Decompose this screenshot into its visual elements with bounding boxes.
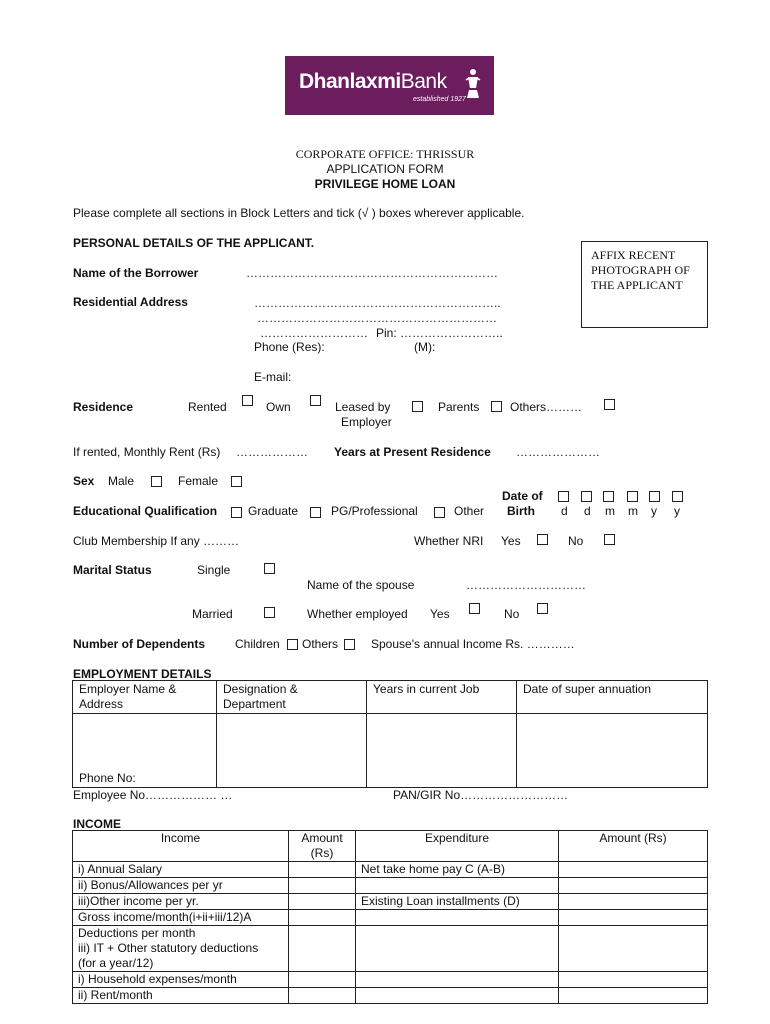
- dependents-label: Number of Dependents: [73, 637, 206, 651]
- table-row: [73, 862, 708, 878]
- edu-pg-checkbox[interactable]: [310, 507, 321, 518]
- loan-title: PRIVILEGE HOME LOAN: [314, 177, 456, 191]
- bank-logo: [285, 56, 494, 115]
- income-amount-cell[interactable]: [289, 910, 356, 926]
- dob-char: d: [561, 504, 568, 518]
- employment-table: [72, 680, 708, 788]
- residence-parents-checkbox[interactable]: [491, 401, 502, 412]
- income-col-expenditure: Expenditure: [356, 831, 559, 862]
- rent-label: If rented, Monthly Rent (Rs): [73, 445, 221, 459]
- residence-label: Residence: [73, 400, 134, 414]
- address-line-2[interactable]: ……………………………………………………: [257, 311, 497, 325]
- employment-col-years: Years in current Job: [367, 681, 517, 714]
- dob-box[interactable]: [558, 491, 569, 502]
- residence-others-label: Others………: [510, 400, 583, 414]
- expenditure-label: Existing Loan installments (D): [356, 894, 559, 910]
- edu-pg-label: PG/Professional: [331, 504, 418, 518]
- form-title: APPLICATION FORM: [326, 162, 444, 176]
- spouse-employed-no-checkbox[interactable]: [537, 603, 548, 614]
- personal-heading: PERSONAL DETAILS OF THE APPLICANT.: [73, 236, 315, 250]
- dependents-children-checkbox[interactable]: [287, 639, 298, 650]
- residence-others-checkbox[interactable]: [604, 399, 615, 410]
- residence-rented-checkbox[interactable]: [242, 395, 253, 406]
- pan-field[interactable]: PAN/GIR No………………………: [393, 788, 569, 802]
- income-col-amount: Amount (Rs): [289, 831, 356, 862]
- photo-line: THE APPLICANT: [591, 278, 683, 292]
- photo-line: PHOTOGRAPH OF: [591, 263, 690, 277]
- income-label: i) Household expenses/month: [73, 972, 289, 988]
- dob-char: y: [674, 504, 680, 518]
- sex-male-checkbox[interactable]: [151, 476, 162, 487]
- dob-char: y: [651, 504, 657, 518]
- marital-married-label: Married: [192, 607, 233, 621]
- phone-res-label: Phone (Res):: [254, 340, 325, 354]
- income-amount-cell[interactable]: [289, 972, 356, 988]
- phone-m-label: (M):: [414, 340, 436, 354]
- lakshmi-emblem-icon: [465, 68, 481, 100]
- employee-no-field[interactable]: Employee No……………… …: [73, 788, 233, 802]
- spouse-income-field[interactable]: Spouse's annual Income Rs. …………: [371, 637, 575, 651]
- dependents-others-label: Others: [302, 637, 339, 651]
- dob-box[interactable]: [627, 491, 638, 502]
- expenditure-label: [356, 910, 559, 926]
- club-membership-field[interactable]: Club Membership If any ………: [73, 534, 240, 548]
- sex-female-label: Female: [178, 474, 219, 488]
- photo-line: AFFIX RECENT: [591, 248, 676, 262]
- table-row: [73, 926, 708, 972]
- table-row: [73, 910, 708, 926]
- edu-graduate-checkbox[interactable]: [231, 507, 242, 518]
- logo-established: established 1927: [413, 96, 466, 103]
- nri-no-label: No: [568, 534, 584, 548]
- dob-char: d: [584, 504, 591, 518]
- income-amount-cell[interactable]: [289, 862, 356, 878]
- dob-label-2: Birth: [507, 504, 535, 518]
- income-amount-cell[interactable]: [289, 878, 356, 894]
- residence-parents-label: Parents: [438, 400, 480, 414]
- table-row: [73, 988, 708, 1004]
- rent-field[interactable]: ………………: [236, 445, 308, 459]
- dob-box[interactable]: [581, 491, 592, 502]
- expenditure-amount-cell[interactable]: [559, 894, 708, 910]
- sex-male-label: Male: [108, 474, 135, 488]
- office-title: CORPORATE OFFICE: THRISSUR: [295, 147, 475, 161]
- spouse-name-field[interactable]: …………………………: [466, 578, 586, 592]
- marital-label: Marital Status: [73, 563, 152, 577]
- years-job-cell[interactable]: [367, 714, 517, 788]
- sex-label: Sex: [73, 474, 95, 488]
- spouse-employed-yes-label: Yes: [430, 607, 450, 621]
- dependents-children-label: Children: [235, 637, 280, 651]
- income-label: ii) Bonus/Allowances per yr: [73, 878, 289, 894]
- employer-phone-label: Phone No:: [79, 771, 136, 785]
- income-table: [72, 830, 708, 1004]
- table-row: [73, 972, 708, 988]
- table-row: [73, 878, 708, 894]
- address-line-1[interactable]: ……………………………………………………..: [254, 296, 501, 310]
- residence-leased-label-2: Employer: [341, 415, 392, 429]
- expenditure-label: [356, 988, 559, 1004]
- residence-own-checkbox[interactable]: [310, 395, 321, 406]
- dependents-others-checkbox[interactable]: [344, 639, 355, 650]
- pin-field[interactable]: Pin: ……………………..: [376, 326, 503, 340]
- nri-no-checkbox[interactable]: [604, 534, 615, 545]
- employment-col-superannuation: Date of super annuation: [517, 681, 708, 714]
- instructions: Please complete all sections in Block Letters and tick (√ ) boxes wherever applicable.: [73, 206, 525, 220]
- expenditure-label: [356, 926, 559, 972]
- income-col-income: Income: [73, 831, 289, 862]
- years-residence-field[interactable]: …………………: [516, 445, 600, 459]
- spouse-employed-label: Whether employed: [307, 607, 408, 621]
- expenditure-label: [356, 972, 559, 988]
- superannuation-cell[interactable]: [517, 714, 708, 788]
- dob-char: m: [628, 504, 638, 518]
- edu-other-checkbox[interactable]: [434, 507, 445, 518]
- expenditure-amount-cell[interactable]: [559, 862, 708, 878]
- spouse-name-label: Name of the spouse: [307, 578, 415, 592]
- sex-female-checkbox[interactable]: [231, 476, 242, 487]
- expenditure-label: [356, 878, 559, 894]
- income-label: ii) Rent/month: [73, 988, 289, 1004]
- residence-leased-checkbox[interactable]: [412, 401, 423, 412]
- marital-single-label: Single: [197, 563, 231, 577]
- expenditure-amount-cell[interactable]: [559, 878, 708, 894]
- nri-label: Whether NRI: [414, 534, 484, 548]
- employment-col-employer: Employer Name & Address: [73, 681, 217, 714]
- spouse-employed-yes-checkbox[interactable]: [469, 603, 480, 614]
- expenditure-amount-cell[interactable]: [559, 910, 708, 926]
- dob-box[interactable]: [649, 491, 660, 502]
- income-label: i) Annual Salary: [73, 862, 289, 878]
- income-label: iii)Other income per yr.: [73, 894, 289, 910]
- deductions-label: Deductions per month iii) IT + Other statutory deductions (for a year/12): [73, 926, 289, 972]
- email-label: E-mail:: [254, 370, 292, 384]
- marital-married-checkbox[interactable]: [264, 607, 275, 618]
- dob-char: m: [605, 504, 615, 518]
- edu-graduate-label: Graduate: [248, 504, 299, 518]
- marital-single-checkbox[interactable]: [264, 563, 275, 574]
- expenditure-amount-cell[interactable]: [559, 988, 708, 1004]
- income-amount-cell[interactable]: [289, 988, 356, 1004]
- income-heading: INCOME: [73, 817, 121, 831]
- years-residence-label: Years at Present Residence: [334, 445, 491, 459]
- employment-col-designation: Designation & Department: [217, 681, 367, 714]
- borrower-field[interactable]: ………………………………………………………: [246, 266, 498, 280]
- edu-other-label: Other: [454, 504, 485, 518]
- address-line-3[interactable]: ………………………: [260, 326, 368, 340]
- expenditure-amount-cell[interactable]: [559, 926, 708, 972]
- employer-address-cell[interactable]: [73, 714, 217, 788]
- expenditure-label: Net take home pay C (A-B): [356, 862, 559, 878]
- residence-own-label: Own: [266, 400, 291, 414]
- dob-label: Date of: [502, 489, 543, 503]
- designation-cell[interactable]: [217, 714, 367, 788]
- income-amount-cell[interactable]: [289, 894, 356, 910]
- spouse-employed-no-label: No: [504, 607, 520, 621]
- residence-leased-label: Leased by: [335, 400, 391, 414]
- logo-wordmark: DhanlaxmiBank: [299, 70, 447, 93]
- dob-box[interactable]: [603, 491, 614, 502]
- borrower-label: Name of the Borrower: [73, 266, 199, 280]
- education-label: Educational Qualification: [73, 504, 218, 518]
- photo-box: [581, 241, 708, 328]
- address-label: Residential Address: [73, 295, 188, 309]
- income-col-amount-rs: Amount (Rs): [559, 831, 708, 862]
- residence-rented-label: Rented: [188, 400, 227, 414]
- nri-yes-checkbox[interactable]: [537, 534, 548, 545]
- expenditure-amount-cell[interactable]: [559, 972, 708, 988]
- income-label: Gross income/month(i+ii+iii/12)A: [73, 910, 289, 926]
- nri-yes-label: Yes: [501, 534, 521, 548]
- employment-heading: EMPLOYMENT DETAILS: [73, 667, 212, 681]
- income-amount-cell[interactable]: [289, 926, 356, 972]
- table-row: [73, 894, 708, 910]
- dob-box[interactable]: [672, 491, 683, 502]
